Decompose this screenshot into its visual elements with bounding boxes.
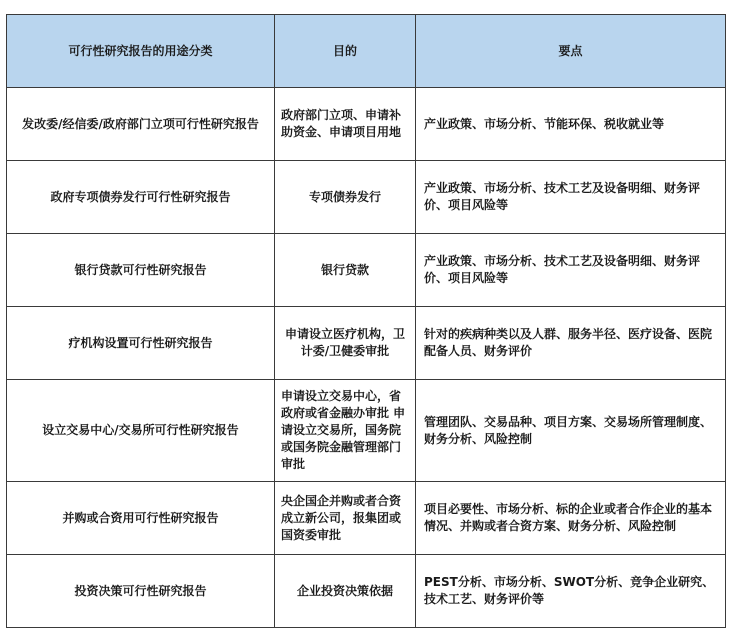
row-category: 并购或合资用可行性研究报告 [7,482,275,555]
table-row [7,234,726,307]
feasibility-report-table-container [6,14,725,628]
row-key-points: 针对的疾病种类以及人群、服务半径、医疗设备、医院配备人员、财务评价 [416,307,726,380]
table-row [7,482,726,555]
row-category: 投资决策可行性研究报告 [7,555,275,628]
row-key-points: 产业政策、市场分析、技术工艺及设备明细、财务评价、项目风险等 [416,161,726,234]
header-key-points: 要点 [416,15,726,88]
row-category: 银行贷款可行性研究报告 [7,234,275,307]
row-purpose: 申请设立交易中心，省政府或省金融办审批 申请设立交易所，国务院或国务院金融管理部门审批 [275,380,416,482]
row-purpose: 政府部门立项、申请补助资金、申请项目用地 [275,88,416,161]
row-key-points: PEST分析、市场分析、SWOT分析、竞争企业研究、技术工艺、财务评价等 [416,555,726,628]
table-row [7,161,726,234]
table-row [7,555,726,628]
feasibility-report-table [6,14,726,628]
row-key-points: 项目必要性、市场分析、标的企业或者合作企业的基本情况、并购或者合资方案、财务分析、风险控制 [416,482,726,555]
table-row [7,307,726,380]
row-key-points: 管理团队、交易品种、项目方案、交易场所管理制度、财务分析、风险控制 [416,380,726,482]
row-key-points: 产业政策、市场分析、技术工艺及设备明细、财务评价、项目风险等 [416,234,726,307]
row-category: 疗机构设置可行性研究报告 [7,307,275,380]
header-purpose: 目的 [275,15,416,88]
row-category: 政府专项债券发行可行性研究报告 [7,161,275,234]
row-purpose: 银行贷款 [275,234,416,307]
row-purpose: 央企国企并购或者合资成立新公司，报集团或国资委审批 [275,482,416,555]
table-row [7,88,726,161]
table-row [7,380,726,482]
row-purpose: 企业投资决策依据 [275,555,416,628]
row-purpose: 申请设立医疗机构，卫计委/卫健委审批 [275,307,416,380]
header-category: 可行性研究报告的用途分类 [7,15,275,88]
row-category: 设立交易中心/交易所可行性研究报告 [7,380,275,482]
table-header-row [7,15,726,88]
row-key-points: 产业政策、市场分析、节能环保、税收就业等 [416,88,726,161]
row-purpose: 专项债券发行 [275,161,416,234]
row-category: 发改委/经信委/政府部门立项可行性研究报告 [7,88,275,161]
